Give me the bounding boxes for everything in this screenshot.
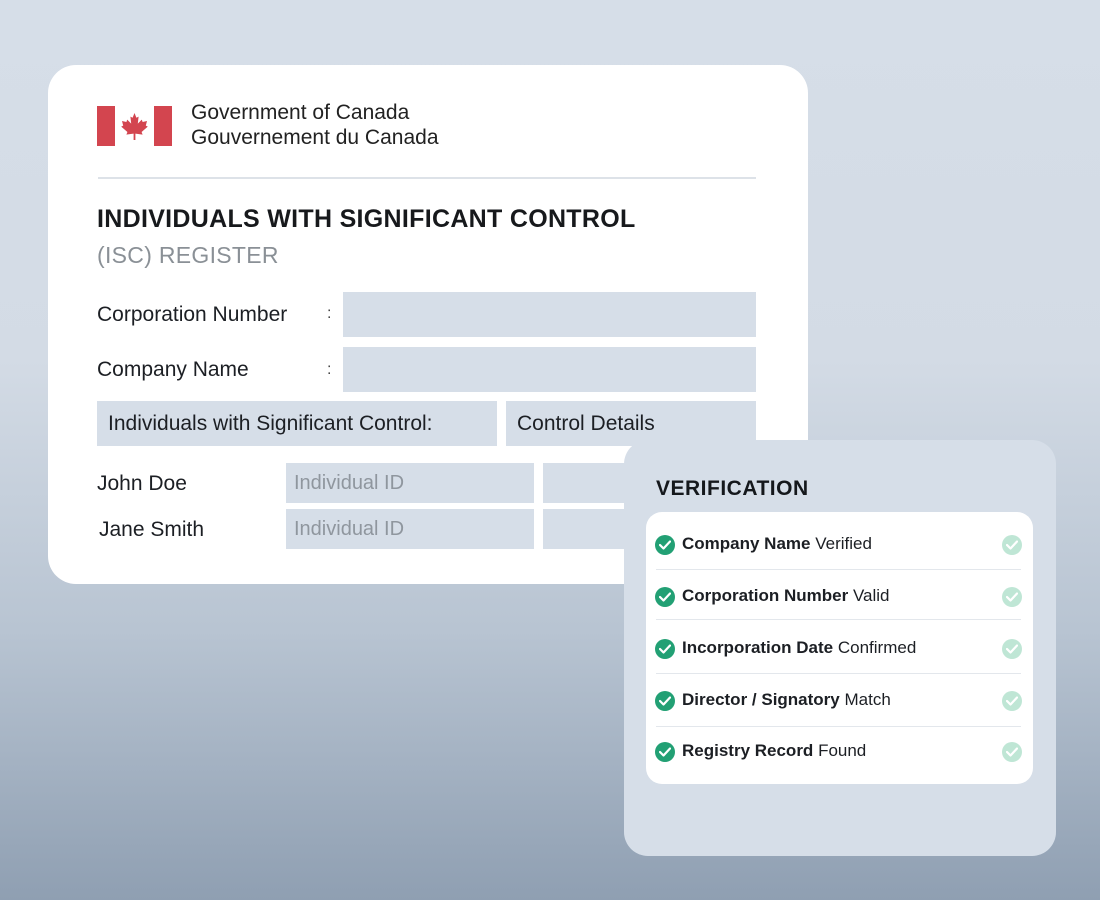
company-name-label: Company Name: [97, 358, 249, 381]
check-circle-icon: [1002, 535, 1022, 555]
check-circle-icon: [655, 587, 675, 607]
verification-text: [682, 638, 916, 658]
isc-column-header: Individuals with Significant Control:: [97, 401, 497, 446]
field-colon: :: [327, 305, 332, 322]
row-divider: [656, 569, 1021, 570]
verification-status: Confirmed: [837, 638, 917, 657]
verification-list: [646, 512, 1033, 784]
gov-name-english: Government of Canada: [191, 101, 410, 124]
verification-item: [646, 623, 1033, 674]
verification-text: [682, 534, 872, 554]
government-wordmark: [191, 100, 439, 150]
verification-item: [646, 675, 1033, 726]
individual-id-field[interactable]: Individual ID: [286, 509, 534, 549]
form-title: INDIVIDUALS WITH SIGNIFICANT CONTROL: [97, 205, 636, 233]
verified-field-name: Incorporation Date: [682, 638, 834, 657]
row-divider: [656, 673, 1021, 674]
individual-id-field[interactable]: Individual ID: [286, 463, 534, 503]
check-circle-icon: [1002, 639, 1022, 659]
canada-flag-icon: [97, 106, 172, 146]
verification-status: Match: [844, 690, 891, 709]
verification-text: [682, 690, 891, 710]
individual-name: Jane Smith: [99, 518, 205, 541]
check-circle-icon: [1002, 587, 1022, 607]
corporation-number-label: Corporation Number: [97, 303, 288, 326]
verification-panel: [624, 440, 1056, 856]
check-circle-icon: [1002, 742, 1022, 762]
corporation-number-field[interactable]: [343, 292, 756, 337]
verified-field-name: Director / Signatory: [682, 690, 840, 709]
check-circle-icon: [655, 639, 675, 659]
verification-text: [682, 586, 890, 606]
verification-item: [646, 571, 1033, 622]
form-subtitle: (ISC) REGISTER: [97, 242, 279, 268]
verification-status: Valid: [852, 586, 890, 605]
verified-field-name: Registry Record: [682, 741, 814, 760]
field-colon: :: [327, 361, 332, 378]
verification-item: [646, 726, 1033, 777]
verification-status: Verified: [815, 534, 872, 553]
verification-status: Found: [818, 741, 867, 760]
verification-item: [646, 519, 1033, 570]
individual-name: John Doe: [97, 472, 187, 495]
verification-title: VERIFICATION: [656, 477, 809, 500]
gov-name-french: Gouvernement du Canada: [191, 126, 439, 149]
check-circle-icon: [1002, 691, 1022, 711]
verified-field-name: Company Name: [682, 534, 811, 553]
control-details-column-header: Control Details: [506, 401, 756, 446]
row-divider: [656, 619, 1021, 620]
check-circle-icon: [655, 535, 675, 555]
header-divider: [98, 177, 756, 179]
verified-field-name: Corporation Number: [682, 586, 849, 605]
check-circle-icon: [655, 691, 675, 711]
company-name-field[interactable]: [343, 347, 756, 392]
verification-text: [682, 741, 866, 761]
check-circle-icon: [655, 742, 675, 762]
